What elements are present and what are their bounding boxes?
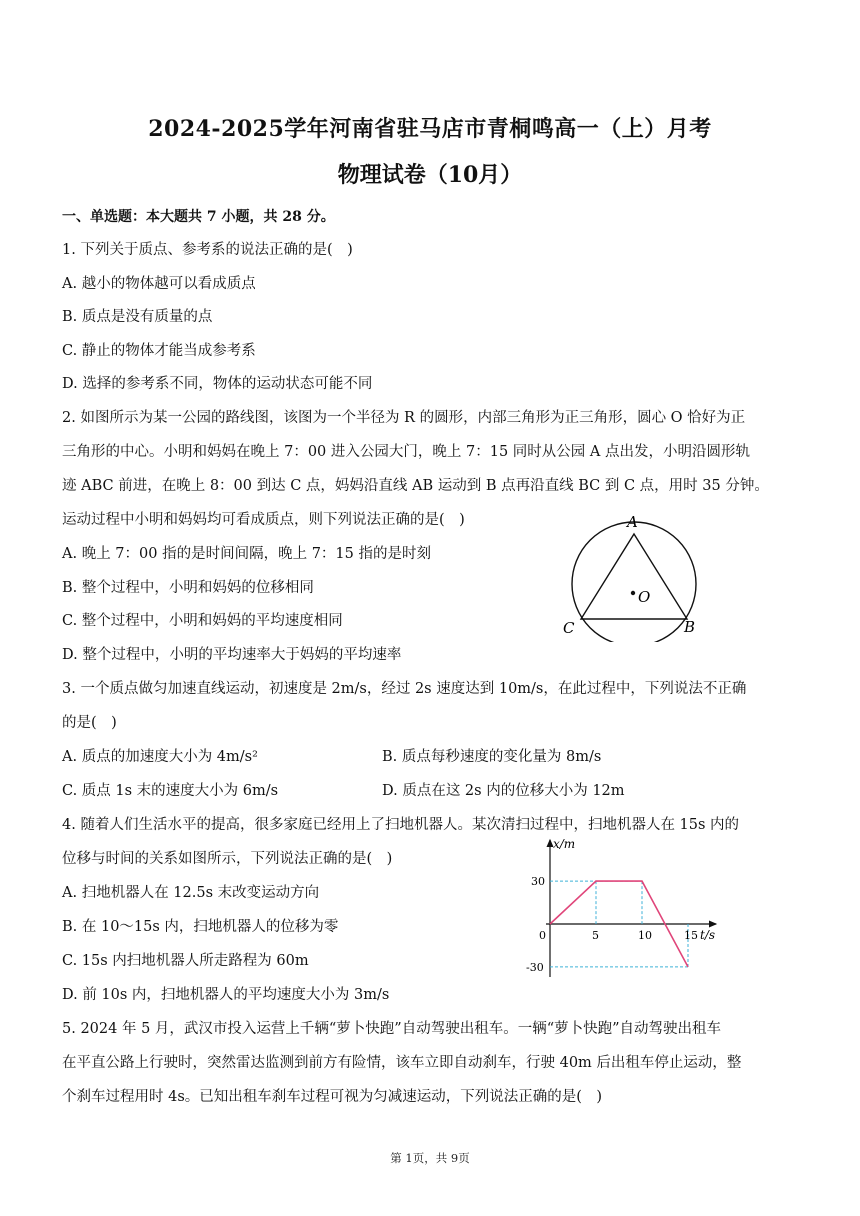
center-dot: [631, 591, 635, 595]
q5-stem-line2: 在平直公路上行驶时，突然雷达监测到前方有险情，该车立即自动刹车，行驶 40m 后出租车停止运动，整: [62, 1055, 742, 1071]
q4-option-c: C. 15s 内扫地机器人所走路程为 60m: [62, 953, 309, 969]
q5-stem-line1: 5. 2024 年 5 月，武汉市投入运营上千辆“萝卜快跑”自动驾驶出租车。一辆“萝卜快跑”自动驾驶出租车: [62, 1021, 722, 1037]
q1-option-a: A. 越小的物体越可以看成质点: [62, 276, 256, 292]
q4-option-b: B. 在 10～15s 内，扫地机器人的位移为零: [62, 919, 339, 935]
y-tick--30: -30: [526, 960, 544, 974]
label-b: B: [684, 618, 696, 636]
x-tick-0: 0: [539, 929, 546, 942]
page-footer: 第 1页，共 9页: [390, 1151, 470, 1165]
q3-option-b: B. 质点每秒速度的变化量为 8m/s: [382, 749, 602, 765]
y-axis-label: x/m: [553, 837, 576, 851]
q5-stem-line3: 个刹车过程用时 4s。已知出租车刹车过程可视为匀减速运动，下列说法正确的是( ): [62, 1089, 603, 1105]
q2-option-b: B. 整个过程中，小明和妈妈的位移相同: [62, 580, 314, 596]
q3-option-d: D. 质点在这 2s 内的位移大小为 12m: [382, 783, 625, 799]
q2-option-d: D. 整个过程中，小明的平均速率大于妈妈的平均速率: [62, 647, 402, 663]
q3-option-a: A. 质点的加速度大小为 4m/s²: [62, 749, 258, 765]
q2-option-c: C. 整个过程中，小明和妈妈的平均速度相同: [62, 613, 343, 629]
q4-stem-line1: 4. 随着人们生活水平的提高，很多家庭已经用上了扫地机器人。某次清扫过程中，扫地机器人在 15s 内的: [62, 817, 740, 833]
q3-stem-line2: 的是( ): [62, 715, 117, 731]
q1-option-d: D. 选择的参考系不同，物体的运动状态可能不同: [62, 376, 373, 392]
paper-subtitle: 物理试卷（10月）: [337, 162, 523, 188]
q2-option-a: A. 晚上 7：00 指的是时间间隔，晚上 7：15 指的是时刻: [62, 546, 431, 562]
q4-stem-line2: 位移与时间的关系如图所示，下列说法正确的是( ): [62, 851, 393, 867]
equilateral-triangle: [581, 534, 687, 619]
q3-stem-line1: 3. 一个质点做匀加速直线运动，初速度是 2m/s，经过 2s 速度达到 10m/s，在此过程中，下列说法不正确: [62, 681, 747, 697]
q1-option-b: B. 质点是没有质量的点: [62, 309, 213, 325]
q2-stem-line2: 三角形的中心。小明和妈妈在晚上 7：00 进入公园大门，晚上 7：15 同时从公园 A 点出发，小明沿圆形轨: [62, 444, 750, 460]
q1-stem: 1. 下列关于质点、参考系的说法正确的是( ): [62, 242, 353, 258]
label-o: O: [638, 588, 651, 606]
displacement-time-chart: [510, 832, 730, 982]
q4-option-d: D. 前 10s 内，扫地机器人的平均速度大小为 3m/s: [62, 987, 390, 1003]
park-circle: [572, 522, 696, 642]
circle-triangle-figure: [560, 512, 710, 642]
q1-option-c: C. 静止的物体才能当成参考系: [62, 343, 256, 359]
label-c: C: [563, 619, 575, 637]
q2-stem-line3: 迹 ABC 前进，在晚上 8：00 到达 C 点，妈妈沿直线 AB 运动到 B 点再沿直线 BC 到 C 点，用时 35 分钟。: [62, 478, 769, 494]
section-heading: 一、单选题：本大题共 7 小题，共 28 分。: [62, 209, 335, 225]
y-tick-30: 30: [531, 875, 545, 889]
x-tick-5: 5: [592, 929, 599, 942]
x-tick-10: 10: [638, 929, 652, 942]
x-axis-label: t/s: [700, 928, 716, 942]
q3-option-c: C. 质点 1s 末的速度大小为 6m/s: [62, 783, 279, 799]
q2-stem-line4: 运动过程中小明和妈妈均可看成质点，则下列说法正确的是( ): [62, 512, 465, 528]
q4-option-a: A. 扫地机器人在 12.5s 末改变运动方向: [62, 885, 320, 901]
q2-stem-line1: 2. 如图所示为某一公园的路线图，该图为一个半径为 R 的圆形，内部三角形为正三角形，圆心 O 恰好为正: [62, 410, 746, 426]
label-a: A: [627, 513, 638, 531]
x-tick-15: 15: [684, 929, 698, 942]
paper-title: 2024-2025学年河南省驻马店市青桐鸣高一（上）月考: [148, 116, 712, 142]
